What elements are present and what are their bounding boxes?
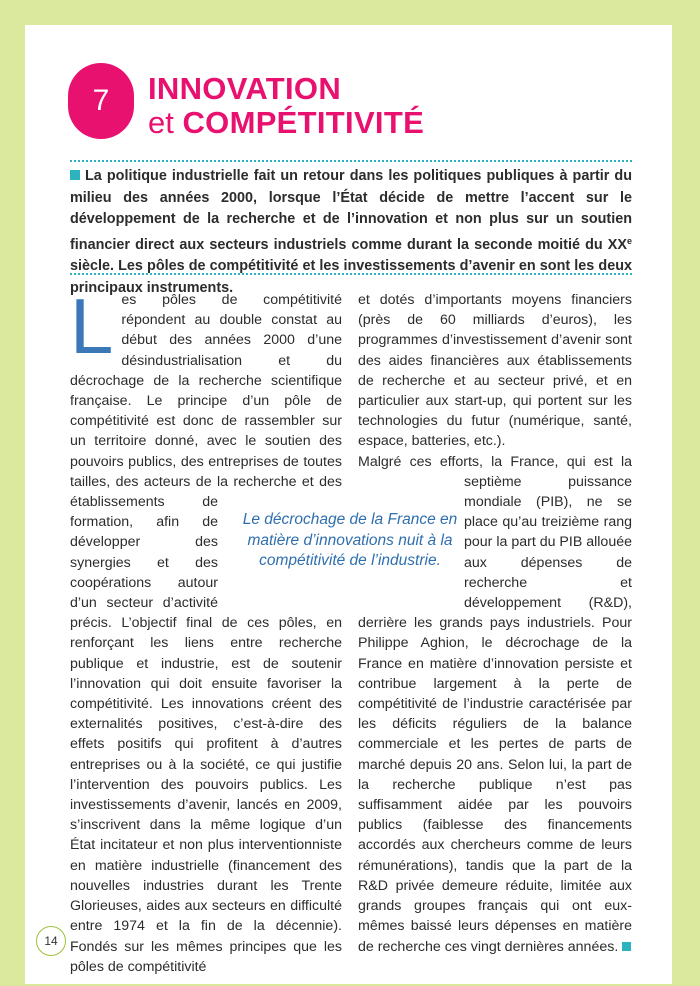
intro-top-divider bbox=[70, 160, 632, 162]
intro-text-b: siècle. Les pôles de compétitivité et les investissements d’avenir en sont les deux principaux instruments. bbox=[70, 258, 632, 296]
chapter-number: 7 bbox=[92, 84, 110, 117]
pull-quote: Le décrochage de la France en matière d’innovations nuit à la compétitivité de l’industrie. bbox=[242, 511, 458, 569]
intro-superscript: e bbox=[626, 235, 632, 246]
end-square-icon bbox=[622, 942, 631, 951]
chapter-number-badge bbox=[68, 63, 134, 139]
chapter-title bbox=[148, 72, 424, 140]
intro-paragraph bbox=[70, 166, 632, 299]
left-column-text bbox=[70, 282, 342, 977]
intro-bottom-divider bbox=[70, 273, 632, 275]
title-line-2 bbox=[148, 106, 424, 140]
right-column-paragraph-2-text: Malgré ces efforts, la France, qui est la septième puissance mondiale (PIB), ne se place qu’au treizième rang pour la part du PIB allouée aux dépenses de recherche et développement (R&D), derrière les grands pays industriels. Pour Philippe Aghion, le décrochage de la France en matière d’innovation persiste et contribue largement à la perte de compétitivité de l’industrie caractérisée par les déficits réguliers de la balance commerciale et les pertes de parts de marché depuis 20 ans. Selon lui, la part de la recherche publique n’est pas suffisamment aidée par les pouvoirs publics (faiblesse des financements accordés aux chercheurs comme de leurs rémunérations), tandis que la part de la R&D privée demeure réduite, limitée aux grands groupes français qui ont eux-mêmes baissé leurs dépenses en matière de recherche ces vingt dernières années. bbox=[358, 453, 632, 955]
title-competitivite: COMPÉTITIVITÉ bbox=[182, 105, 425, 140]
intro-text-a: La politique industrielle fait un retour dans les politiques publiques à partir du milieu des années 2000, lorsque l’État décide de mettre l’accent sur le développement de la recherche et de l’innovation et non plus sur un soutien financier direct aux secteurs industriels comme durant la seconde moitié du XX bbox=[70, 168, 632, 253]
teal-square-icon bbox=[70, 170, 80, 180]
title-et: et bbox=[148, 105, 174, 140]
left-column-paragraph: es pôles de compétitivité répondent au double constat au début des années 2000 d’une désindustrialisation et du décrochage de la recherche scientifique française. Le principe d’un pôle de compétitivité est donc de rassembler sur un territoire donné, avec le soutien des pouvoirs publics, des entreprises de toutes tailles, des acteurs de la recherche et des établissements de formation, afin de développer des synergies et des coopérations autour d’un secteur d’activité précis. L’objectif final de ces pôles, en renforçant les liens entre recherche publique et industrie, est de soutenir l’innovation qui doit ensuite favoriser la compétitivité. Les innovations créent des externalités positives, c’est-à-dire des effets positifs qui profitent à d’autres entreprises ou à la société, ce qui justifie l’intervention des pouvoirs publics. Les investissements d’avenir, lancés en 2009, s’inscrivent dans la même logique d’un État incitateur et non plus interventionniste en matière industrielle (financement des nouvelles industries durant les Trente Glorieuses, aides aux secteurs en difficulté entre 1974 et la fin de la décennie). Fondés sur les mêmes principes que les pôles de compétitivité bbox=[70, 292, 342, 975]
page-number: 14 bbox=[36, 926, 66, 956]
right-column-paragraph-1: et dotés d’importants moyens financiers (près de 60 milliards d’euros), les programmes d’investissement d’avenir sont des aides financières aux établissements de recherche et au secteur privé, et en particulier aux start-up, qui portent sur les technologies du futur (numérique, santé, espace, batteries, etc.). bbox=[358, 292, 632, 450]
title-line-1: INNOVATION bbox=[148, 71, 342, 106]
dropcap-letter: L bbox=[70, 282, 114, 370]
right-column bbox=[358, 290, 632, 957]
